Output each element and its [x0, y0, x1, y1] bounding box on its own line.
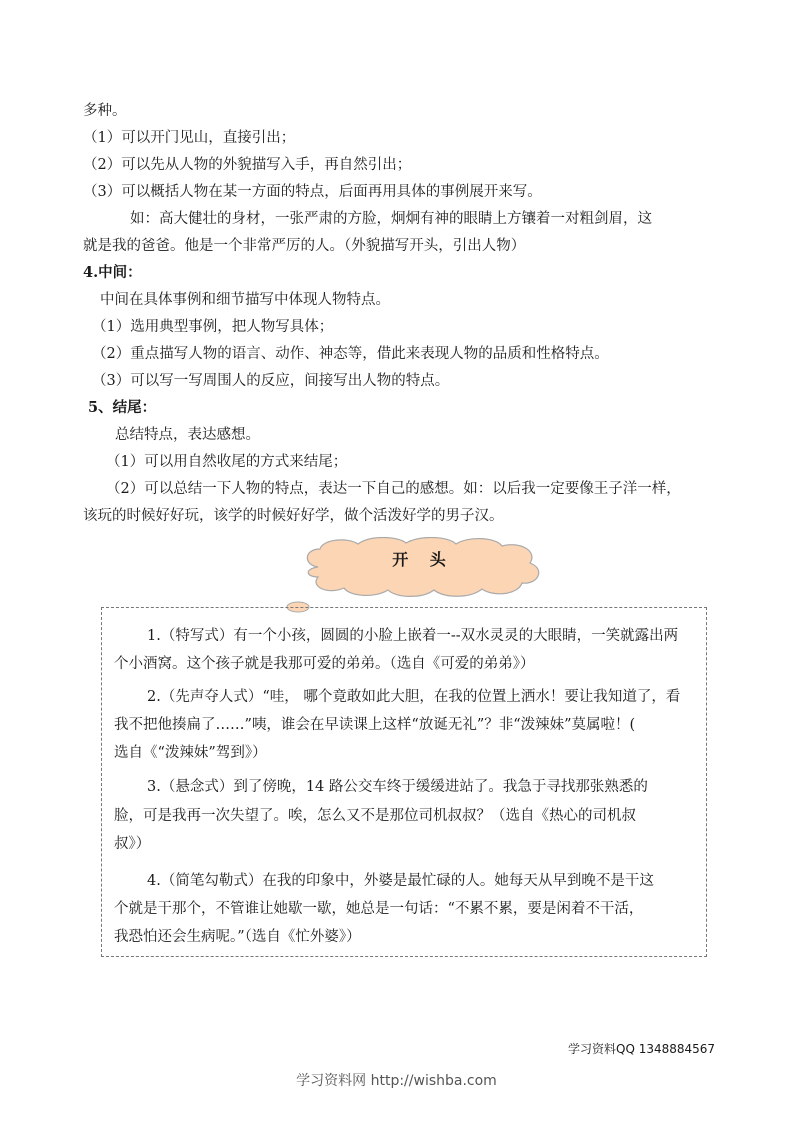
- text-line: 中间在具体事例和细节描写中体现人物特点。: [100, 292, 390, 308]
- footer-qq: 学习资料QQ 1348884567: [568, 1042, 716, 1056]
- example-line: 我恐怕还会生病呢。”（选自《忙外婆》）: [114, 929, 361, 945]
- example-line: 选自《“泼辣妹”驾到》）: [114, 745, 267, 761]
- text-line: （3）可以概括人物在某一方面的特点，后面再用具体的事例展开来写。: [83, 184, 542, 200]
- cloud-label: 开 头: [392, 550, 454, 569]
- text-line: 该玩的时候好好玩，该学的时候好好学，做个活泼好学的男子汉。: [83, 508, 504, 524]
- example-line: 叔》）: [114, 836, 151, 852]
- example-line: 4.（简笔勾勒式）在我的印象中，外婆是最忙碌的人。她每天从早到晚不是干这: [147, 873, 654, 889]
- text-line: （1）可以开门见山，直接引出；: [83, 130, 296, 146]
- text-line: （2）可以总结一下人物的特点，表达一下自己的感想。如：以后我一定要像王子洋一样，: [106, 481, 681, 497]
- section-heading-end: 5、结尾：: [88, 399, 157, 416]
- example-line: 个小酒窝。这个孩子就是我那可爱的弟弟。（选自《可爱的弟弟》）: [114, 656, 535, 672]
- text-line: 总结特点，表达感想。: [115, 427, 260, 443]
- text-line: 就是我的爸爸。他是一个非常严厉的人。（外貌描写开头，引出人物）: [83, 238, 526, 254]
- text-line: （3）可以写一写周围人的反应，间接写出人物的特点。: [92, 373, 450, 389]
- example-line: 脸，可是我再一次失望了。唉，怎么又不是那位司机叔叔？（选自《热心的司机叔: [114, 808, 636, 824]
- example-line: 个就是干那个，不管谁让她歇一歇，她总是一句话：“不累不累，要是闲着不干活，: [114, 901, 644, 917]
- examples-box: [101, 607, 707, 957]
- text-line: （2）可以先从人物的外貌描写入手，再自然引出；: [83, 157, 412, 173]
- text-line: （1）选用典型事例，把人物写具体；: [92, 319, 334, 335]
- text-line: 如：高大健壮的身材，一张严肃的方脸，炯炯有神的眼睛上方镶着一对粗剑眉，这: [130, 211, 652, 227]
- example-line: 1.（特写式）有一个小孩，圆圆的小脸上嵌着一--双水灵灵的大眼睛，一笑就露出两: [147, 628, 679, 644]
- example-line: 2.（先声夺人式）“哇， 哪个竟敢如此大胆，在我的位置上洒水！要让我知道了，看: [147, 689, 681, 705]
- footer-site-link[interactable]: 学习资料网 http://wishba.com: [296, 1073, 497, 1089]
- example-line: 我不把他揍扁了……”咦，谁会在早读课上这样“放诞无礼”？非“泼辣妹”莫属啦！(: [114, 717, 636, 733]
- example-line: 3.（悬念式）到了傍晚，14 路公交车终于缓缓进站了。我急于寻找那张熟悉的: [147, 779, 648, 795]
- section-heading-middle: 4.中间：: [83, 264, 142, 281]
- text-line: 多种。: [83, 103, 127, 119]
- text-line: （2）重点描写人物的语言、动作、神态等，借此来表现人物的品质和性格特点。: [92, 346, 609, 362]
- text-line: （1）可以用自然收尾的方式来结尾；: [106, 454, 348, 470]
